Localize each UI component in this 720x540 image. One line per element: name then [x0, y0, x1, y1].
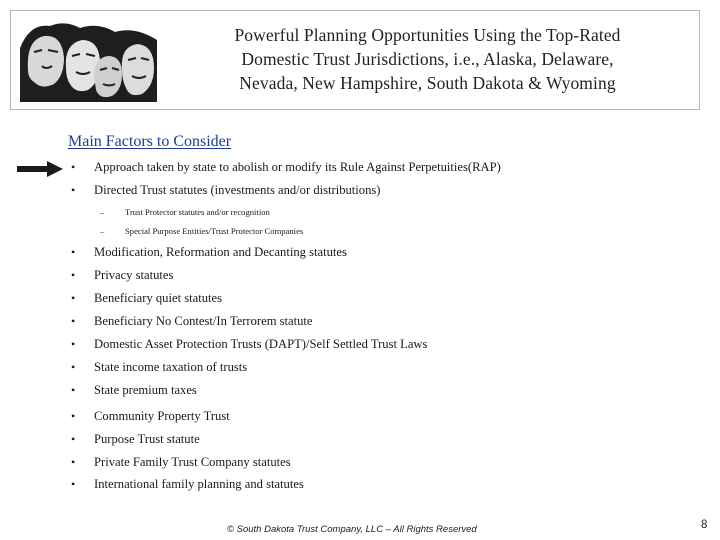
dash: –: [100, 207, 105, 217]
list-item-text: International family planning and statutes: [94, 477, 304, 491]
bullet: •: [71, 314, 76, 328]
arrow-right-icon: [17, 161, 63, 177]
sub-list-item-text: Trust Protector statutes and/or recognition: [125, 207, 270, 217]
bullet: •: [71, 183, 76, 197]
slide-title: [175, 23, 680, 95]
page-number: 8: [701, 519, 708, 531]
bullet: •: [71, 455, 76, 469]
list-item-text: Privacy statutes: [94, 268, 174, 282]
title-line: Domestic Trust Jurisdictions, i.e., Alaska, Delaware,: [241, 49, 614, 69]
bullet: •: [71, 383, 76, 397]
list-item-text: Beneficiary quiet statutes: [94, 291, 222, 305]
dash: –: [100, 226, 105, 236]
list-item-text: Purpose Trust statute: [94, 432, 200, 446]
bullet: •: [71, 160, 76, 174]
bullet: •: [71, 409, 76, 423]
list-item-text: State premium taxes: [94, 383, 197, 397]
section-title: Main Factors to Consider: [68, 133, 232, 150]
list-item-text: Domestic Asset Protection Trusts (DAPT)/Self Settled Trust Laws: [94, 337, 428, 351]
footer-copyright: © South Dakota Trust Company, LLC – All Rights Reserved: [227, 524, 477, 535]
bullet: •: [71, 245, 76, 259]
list-item-text: Beneficiary No Contest/In Terrorem statute: [94, 314, 313, 328]
list-item-text: Modification, Reformation and Decanting statutes: [94, 245, 347, 259]
bullet: •: [71, 360, 76, 374]
list-item-text: State income taxation of trusts: [94, 360, 248, 374]
list-item-text: Private Family Trust Company statutes: [94, 455, 291, 469]
title-line: Powerful Planning Opportunities Using the Top-Rated: [234, 25, 621, 45]
list-item-text: Community Property Trust: [94, 409, 230, 423]
title-line: Nevada, New Hampshire, South Dakota & Wyoming: [239, 73, 616, 93]
list-item-text: Directed Trust statutes (investments and/or distributions): [94, 183, 381, 197]
list-item-text: Approach taken by state to abolish or modify its Rule Against Perpetuities(RAP): [94, 160, 501, 174]
bullet: •: [71, 268, 76, 282]
bullet: •: [71, 291, 76, 305]
sub-list-item-text: Special Purpose Entities/Trust Protector Companies: [125, 226, 304, 236]
bullet: •: [71, 477, 76, 491]
mount-rushmore-icon: [20, 18, 157, 102]
bullet: •: [71, 432, 76, 446]
bullet: •: [71, 337, 76, 351]
